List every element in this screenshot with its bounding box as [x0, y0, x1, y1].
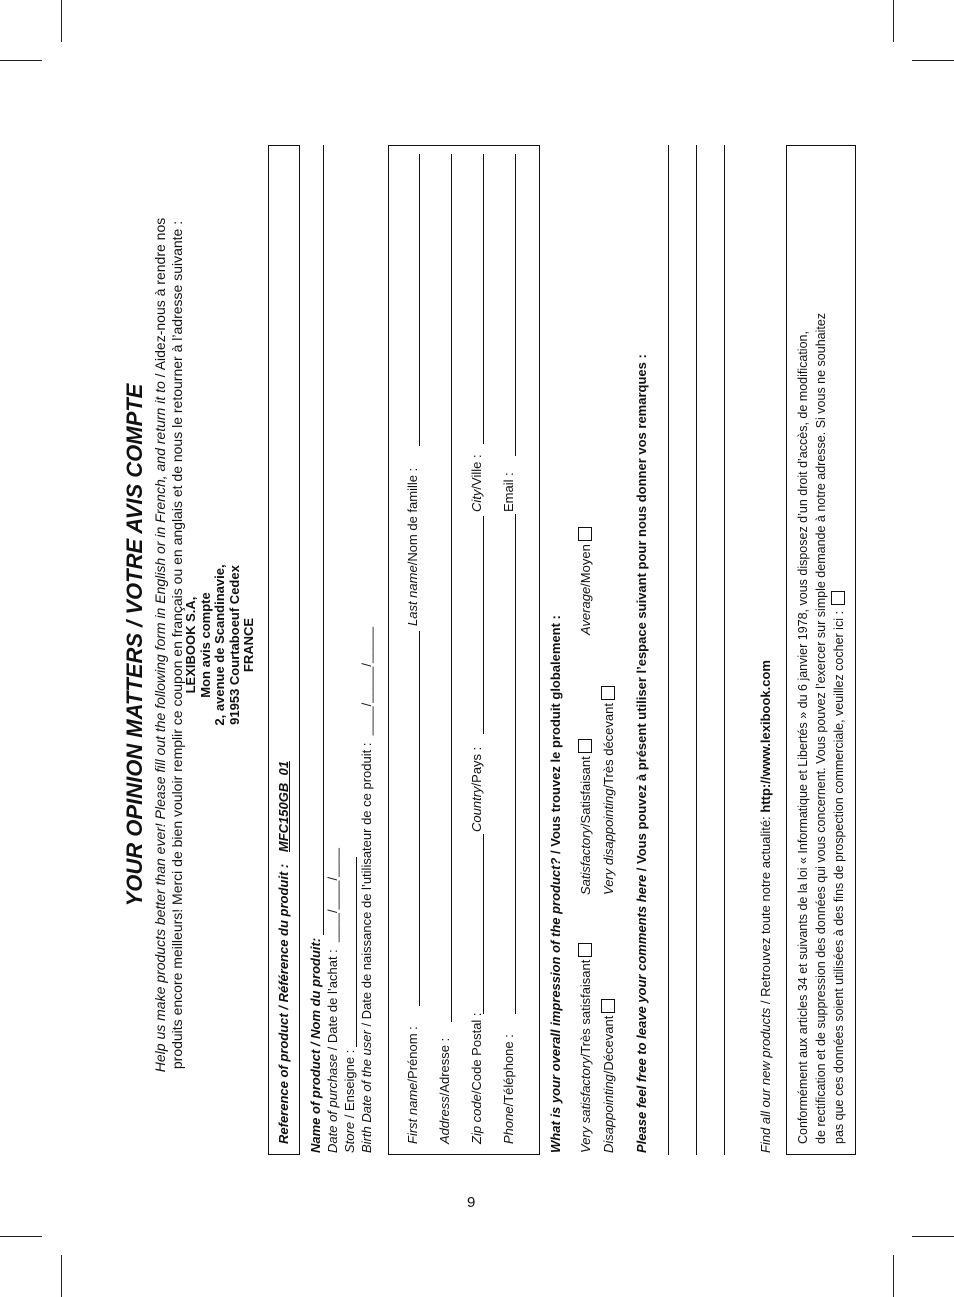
- option-fr: /Très décevant: [601, 703, 616, 789]
- intro-fr-2: produits encore meilleurs! Merci de bien vouloir remplir ce coupon en français ou en anglais et de nous le retourner à l’adresse suivante :: [169, 220, 185, 1070]
- first-name-fr: /Prénom :: [405, 1026, 420, 1083]
- option-fr: /Satisfaisant: [578, 756, 593, 828]
- comments-line[interactable]: [696, 145, 697, 1155]
- option-en: Average: [578, 586, 593, 635]
- email-label: Email :: [501, 472, 516, 512]
- impression-question-fr: / Vous trouvez le produit globalement :: [548, 615, 563, 858]
- birth-date-fr: / Date de naissance de l’utilisateur de ce produit :: [359, 742, 374, 1031]
- crop-mark: [912, 60, 954, 61]
- comments-label: [634, 354, 650, 1153]
- crop-mark: [893, 0, 894, 42]
- intro-en: Help us make products better than ever! Please fill out the following form in English or in French, and return it to: [152, 381, 168, 1073]
- legal-opt-out-row: [830, 154, 848, 1144]
- website-link[interactable]: http://www.lexibook.com: [758, 660, 773, 813]
- legal-line: de rectification et de suppression des données qui vous concernent. Vous pouvez l’exercer sur simple demande à notre adresse. Si vous ne souhaitez: [814, 312, 828, 1144]
- option-very-satisfactory[interactable]: [578, 943, 594, 1153]
- checkbox-disappointing[interactable]: [601, 999, 615, 1013]
- store-fr: / Enseigne :: [342, 1049, 357, 1122]
- crop-mark: [0, 60, 42, 61]
- crop-mark: [61, 1255, 62, 1297]
- address-line: LEXIBOOK S.A,: [183, 596, 198, 694]
- legal-notice: [794, 154, 848, 1144]
- first-name-label: [405, 1026, 421, 1144]
- crop-mark: [0, 1236, 42, 1237]
- last-name-label: [405, 468, 421, 626]
- store-field[interactable]: [356, 857, 357, 1047]
- option-en: Very satisfactory: [578, 1057, 593, 1153]
- legal-line: Conformément aux articles 34 et suivants de la loi « Informatique et Libertés » du 6 janvier 1978, vous disposez d’un droit d’accès, de modification,: [796, 331, 810, 1144]
- address-en: Address: [437, 1096, 452, 1144]
- address-field[interactable]: [451, 154, 452, 1022]
- impression-question: [548, 615, 564, 1153]
- store-row: [342, 1050, 358, 1153]
- crop-mark: [912, 1236, 954, 1237]
- page-number: 9: [467, 1194, 476, 1211]
- option-fr: /Moyen: [578, 544, 593, 587]
- phone-field[interactable]: [515, 514, 516, 1014]
- address-line: FRANCE: [241, 617, 256, 673]
- find-products-en: Find all our new products: [758, 1007, 773, 1153]
- crop-mark: [61, 0, 62, 42]
- last-name-field[interactable]: [419, 154, 420, 446]
- reference-row: [276, 761, 292, 1144]
- store-en: Store: [342, 1121, 357, 1153]
- legal-line: pas que ces données soient utilisées à des fins de prospection commerciale, veuillez cocher ici :: [832, 611, 846, 1144]
- return-address: [184, 135, 257, 1155]
- zip-code-field[interactable]: [483, 834, 484, 1014]
- option-average[interactable]: [578, 527, 594, 635]
- option-fr: /Très satisfaisant: [578, 959, 593, 1058]
- address-fr: /Adresse :: [437, 1037, 452, 1097]
- birth-date-en: Birth Date of the user: [359, 1030, 374, 1153]
- crop-mark: [893, 1255, 894, 1297]
- reference-box: [268, 145, 300, 1155]
- comments-line[interactable]: [724, 145, 725, 1155]
- checkbox-satisfactory[interactable]: [578, 739, 592, 753]
- option-disappointing[interactable]: [601, 999, 617, 1153]
- country-field[interactable]: [483, 516, 484, 734]
- checkbox-very-satisfactory[interactable]: [578, 943, 592, 957]
- country-fr: /Pays :: [469, 746, 484, 787]
- phone-en: Phone: [501, 1106, 516, 1144]
- comments-label-fr: / Vous pouvez à présent utiliser l’espace suivant pour nous donner vos remarques :: [634, 354, 649, 875]
- checkbox-very-disappointing[interactable]: [601, 686, 615, 700]
- address-line: 2, avenue de Scandinavie,: [212, 564, 227, 726]
- impression-question-en: What is your overall impression of the product?: [548, 857, 563, 1153]
- city-en: City: [469, 489, 484, 512]
- zip-en: Zip code: [469, 1094, 484, 1144]
- contact-box: [388, 145, 540, 1155]
- city-label: [469, 454, 485, 512]
- intro-text: [152, 135, 186, 1155]
- country-en: Country: [469, 786, 484, 832]
- legal-notice-box: [786, 145, 856, 1155]
- birth-date-row: [359, 627, 375, 1153]
- zip-fr: /Code Postal :: [469, 1012, 484, 1095]
- option-fr: /Décevant: [601, 1015, 616, 1075]
- reference-value[interactable]: MFC150GB_01: [276, 761, 291, 853]
- country-label: [469, 747, 485, 832]
- find-products-fr: / Retrouvez toute notre actualité:: [758, 812, 773, 1008]
- birth-date-field[interactable]: ____/_____/_____: [359, 626, 374, 739]
- page-title: YOUR OPINION MATTERS / VOTRE AVIS COMPTE: [122, 383, 147, 907]
- purchase-date-field[interactable]: ____/____/____: [325, 847, 340, 946]
- first-name-en: First name: [405, 1082, 420, 1144]
- purchase-date-row: [325, 848, 341, 1153]
- option-satisfactory[interactable]: [578, 739, 594, 895]
- comments-line[interactable]: [668, 145, 669, 1155]
- address-line: 91953 Courtaboeuf Cedex: [226, 565, 242, 725]
- product-name-field[interactable]: [323, 145, 324, 935]
- intro-fr-1: / Aidez-nous à rendre nos: [152, 217, 168, 382]
- comments-label-en: Please feel free to leave your comments here: [634, 874, 649, 1153]
- email-field[interactable]: [515, 154, 516, 456]
- reference-label: Reference of product / Référence du produit :: [276, 863, 291, 1144]
- last-name-en: Last name: [405, 565, 420, 626]
- address-label: [437, 1038, 453, 1144]
- opt-out-checkbox[interactable]: [831, 591, 845, 605]
- zip-code-label: [469, 1012, 485, 1144]
- first-name-field[interactable]: [419, 631, 420, 1006]
- city-field[interactable]: [483, 154, 484, 444]
- option-very-disappointing[interactable]: [601, 686, 617, 895]
- option-en: Very disappointing: [601, 788, 616, 895]
- feedback-form: [120, 135, 860, 1155]
- option-en: Satisfactory: [578, 827, 593, 895]
- last-name-fr: /Nom de famille :: [405, 467, 420, 566]
- option-en: Disappointing: [601, 1074, 616, 1153]
- purchase-date-fr: / Date de l’achat :: [325, 949, 340, 1054]
- purchase-date-en: Date of purchase: [325, 1053, 340, 1153]
- city-fr: /Ville :: [469, 454, 484, 490]
- checkbox-average[interactable]: [578, 527, 592, 541]
- phone-fr: /Téléphone :: [501, 1034, 516, 1107]
- product-name-label: Name of product / Nom du produit:: [308, 937, 323, 1153]
- find-products-row: [758, 660, 774, 1153]
- address-line: Mon avis compte: [197, 592, 213, 698]
- phone-label: [501, 1034, 517, 1144]
